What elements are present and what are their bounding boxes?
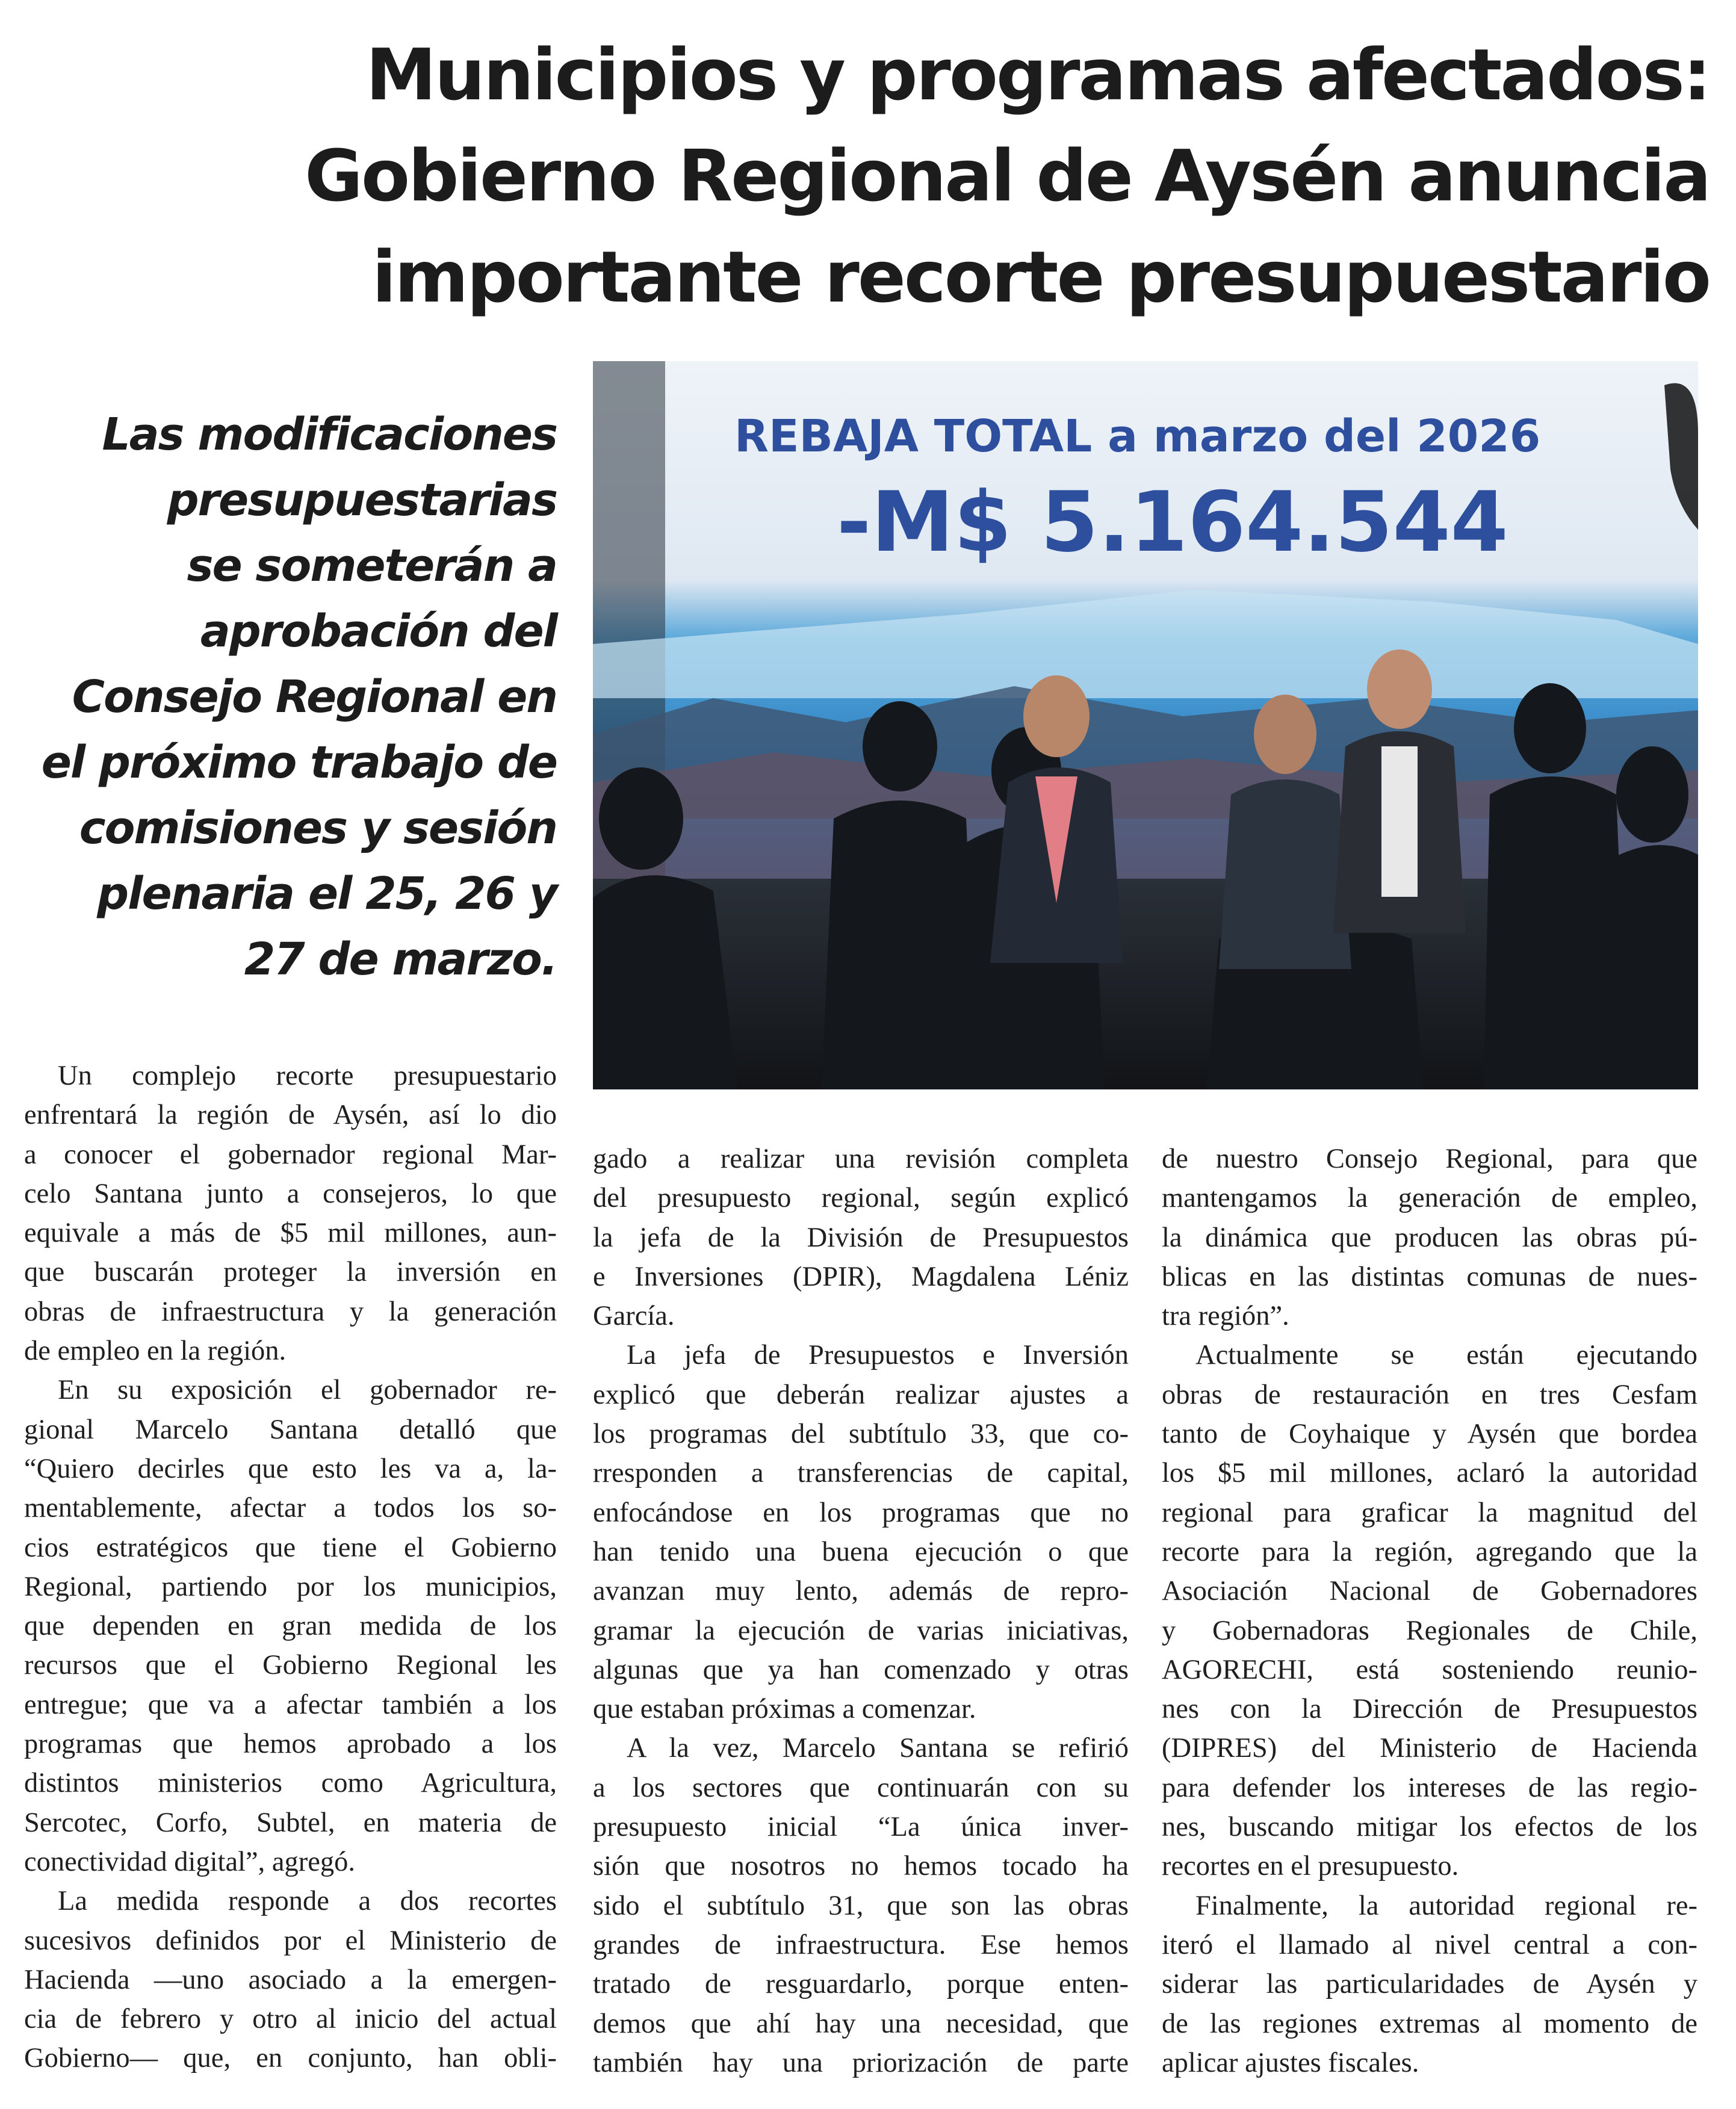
body-line: Finalmente, la autoridad regional re- bbox=[1195, 1890, 1697, 1921]
body-line: Regional, partiendo por los municipios, bbox=[24, 1571, 557, 1602]
body-line: cia de febrero y otro al inicio del actual bbox=[24, 2004, 557, 2035]
body-line: de empleo en la región. bbox=[24, 1336, 287, 1367]
body-line: blicas en las distintas comunas de nues- bbox=[1162, 1261, 1697, 1292]
lede-line: presupuestarias bbox=[167, 474, 557, 526]
body-line: sido el subtítulo 31, que son las obras bbox=[593, 1890, 1129, 1921]
body-line: los $5 mil millones, aclaró la autoridad bbox=[1162, 1458, 1697, 1489]
headline-line: Municipios y programas afectados: bbox=[365, 33, 1710, 116]
body-line: (DIPRES) del Ministerio de Hacienda bbox=[1162, 1733, 1697, 1764]
headline bbox=[181, 24, 1710, 327]
body-line: recortes en el presupuesto. bbox=[1162, 1851, 1459, 1882]
body-line: tra región”. bbox=[1162, 1301, 1289, 1332]
body-line: tanto de Coyhaique y Aysén que bordea bbox=[1162, 1419, 1697, 1450]
body-line: enfrentará la región de Aysén, así lo dio bbox=[24, 1100, 557, 1131]
body-line: también hay una priorización de parte bbox=[593, 2047, 1129, 2078]
body-line: demos que ahí hay una necesidad, que bbox=[593, 2008, 1129, 2039]
lede-summary bbox=[12, 402, 557, 993]
body-line: a los sectores que continuarán con su bbox=[593, 1772, 1129, 1803]
body-line: que dependen en gran medida de los bbox=[24, 1611, 557, 1642]
body-line: AGORECHI, está sosteniendo reunio- bbox=[1162, 1654, 1697, 1685]
body-paragraph bbox=[1162, 1336, 1697, 1886]
body-line: la jefa de la División de Presupuestos bbox=[593, 1222, 1129, 1253]
body-line: gado a realizar una revisión completa bbox=[593, 1144, 1129, 1174]
lede-line: el próximo trabajo de bbox=[41, 737, 557, 788]
body-line: mantengamos la generación de empleo, bbox=[1162, 1183, 1697, 1214]
body-paragraph bbox=[24, 1056, 557, 1370]
body-line: Hacienda —uno asociado a la emergen- bbox=[24, 1964, 557, 1995]
body-line: La jefa de Presupuestos e Inversión bbox=[627, 1340, 1129, 1371]
body-line: García. bbox=[593, 1301, 675, 1332]
body-column-2 bbox=[593, 1139, 1129, 2083]
body-line: cios estratégicos que tiene el Gobierno bbox=[24, 1532, 557, 1563]
body-line: programas que hemos aprobado a los bbox=[24, 1729, 557, 1760]
body-line: sión que nosotros no hemos tocado ha bbox=[593, 1851, 1129, 1882]
body-line: presupuesto inicial “La única inver- bbox=[593, 1812, 1129, 1843]
body-line: conectividad digital”, agregó. bbox=[24, 1846, 356, 1877]
body-line: La medida responde a dos recortes bbox=[58, 1886, 557, 1917]
body-line: avanzan muy lento, además de repro- bbox=[593, 1576, 1129, 1607]
body-line: y Gobernadoras Regionales de Chile, bbox=[1162, 1615, 1697, 1646]
body-line: equivale a más de $5 mil millones, aun- bbox=[24, 1218, 557, 1249]
body-line: a conocer el gobernador regional Mar- bbox=[24, 1139, 557, 1170]
body-paragraph bbox=[593, 1336, 1129, 1729]
screen-headline: REBAJA TOTAL a marzo del 2026 bbox=[734, 410, 1541, 462]
body-line: de nuestro Consejo Regional, para que bbox=[1162, 1144, 1697, 1174]
body-line: que estaban próximas a comenzar. bbox=[593, 1694, 976, 1725]
body-line: iteró el llamado al nivel central a con- bbox=[1162, 1929, 1697, 1960]
body-line: obras de infraestructura y la generación bbox=[24, 1296, 557, 1327]
body-line: Sercotec, Corfo, Subtel, en materia de bbox=[24, 1807, 557, 1838]
lede-line: Consejo Regional en bbox=[72, 671, 557, 723]
body-line: para defender los intereses de las regio- bbox=[1162, 1772, 1697, 1803]
body-line: distintos ministerios como Agricultura, bbox=[24, 1768, 557, 1799]
lede-line: 27 de marzo. bbox=[244, 934, 557, 985]
body-line: e Inversiones (DPIR), Magdalena Léniz bbox=[593, 1261, 1129, 1292]
body-line: Actualmente se están ejecutando bbox=[1195, 1340, 1697, 1371]
body-line: del presupuesto regional, según explicó bbox=[593, 1183, 1129, 1214]
body-line: regional para graficar la magnitud del bbox=[1162, 1497, 1697, 1528]
body-paragraph bbox=[1162, 1139, 1697, 1336]
body-line: la dinámica que producen las obras pú- bbox=[1162, 1222, 1697, 1253]
body-line: siderar las particularidades de Aysén y bbox=[1162, 1969, 1697, 2000]
body-line: gional Marcelo Santana detalló que bbox=[24, 1414, 557, 1445]
body-line: entregue; que va a afectar también a los bbox=[24, 1689, 557, 1720]
headline-line: Gobierno Regional de Aysén anuncia bbox=[305, 134, 1710, 217]
body-line: algunas que ya han comenzado y otras bbox=[593, 1654, 1129, 1685]
body-line: obras de restauración en tres Cesfam bbox=[1162, 1379, 1697, 1410]
body-line: Asociación Nacional de Gobernadores bbox=[1162, 1576, 1697, 1607]
body-line: aplicar ajustes fiscales. bbox=[1162, 2047, 1419, 2078]
body-line: explicó que deberán realizar ajustes a bbox=[593, 1379, 1129, 1410]
body-line: han tenido una buena ejecución o que bbox=[593, 1536, 1129, 1567]
body-paragraph bbox=[593, 1729, 1129, 2083]
headline-line: importante recorte presupuestario bbox=[371, 235, 1710, 318]
lede-line: se someterán a bbox=[187, 540, 557, 592]
body-line: celo Santana junto a consejeros, lo que bbox=[24, 1178, 557, 1209]
lede-line: comisiones y sesión bbox=[79, 802, 557, 854]
body-paragraph bbox=[24, 1370, 557, 1881]
body-line: enfocándose en los programas que no bbox=[593, 1497, 1129, 1528]
body-line: gramar la ejecución de varias iniciativas, bbox=[593, 1615, 1129, 1646]
body-paragraph bbox=[593, 1139, 1129, 1336]
body-column-3 bbox=[1162, 1139, 1697, 2083]
body-line: En su exposición el gobernador re- bbox=[58, 1375, 557, 1406]
body-column-1 bbox=[24, 1056, 557, 2078]
body-paragraph bbox=[1162, 1886, 1697, 2083]
body-line: Gobierno— que, en conjunto, han obli- bbox=[24, 2043, 557, 2074]
body-line: nes con la Dirección de Presupuestos bbox=[1162, 1694, 1697, 1725]
body-line: mentablemente, afectar a todos los so- bbox=[24, 1493, 557, 1524]
body-line: tratado de resguardarlo, porque enten- bbox=[593, 1969, 1129, 2000]
press-conference-photo bbox=[593, 361, 1698, 1089]
photo-illustration bbox=[593, 361, 1698, 1089]
body-line: grandes de infraestructura. Ese hemos bbox=[593, 1929, 1129, 1960]
body-line: que buscarán proteger la inversión en bbox=[24, 1257, 557, 1288]
body-line: recorte para la región, agregando que la bbox=[1162, 1536, 1697, 1567]
lede-line: plenaria el 25, 26 y bbox=[97, 868, 557, 920]
body-line: rresponden a transferencias de capital, bbox=[593, 1458, 1129, 1489]
body-line: “Quiero decirles que esto les va a, la- bbox=[24, 1453, 557, 1484]
body-paragraph bbox=[24, 1881, 557, 2078]
body-line: recursos que el Gobierno Regional les bbox=[24, 1650, 557, 1681]
lede-line: Las modificaciones bbox=[102, 409, 557, 460]
body-line: los programas del subtítulo 33, que co- bbox=[593, 1419, 1129, 1450]
body-line: Un complejo recorte presupuestario bbox=[58, 1061, 557, 1091]
screen-amount: -M$ 5.164.544 bbox=[837, 474, 1508, 571]
body-line: sucesivos definidos por el Ministerio de bbox=[24, 1925, 557, 1956]
body-line: nes, buscando mitigar los efectos de los bbox=[1162, 1812, 1697, 1843]
lede-line: aprobación del bbox=[200, 605, 557, 657]
body-line: de las regiones extremas al momento de bbox=[1162, 2008, 1697, 2039]
body-line: A la vez, Marcelo Santana se refirió bbox=[627, 1733, 1129, 1764]
